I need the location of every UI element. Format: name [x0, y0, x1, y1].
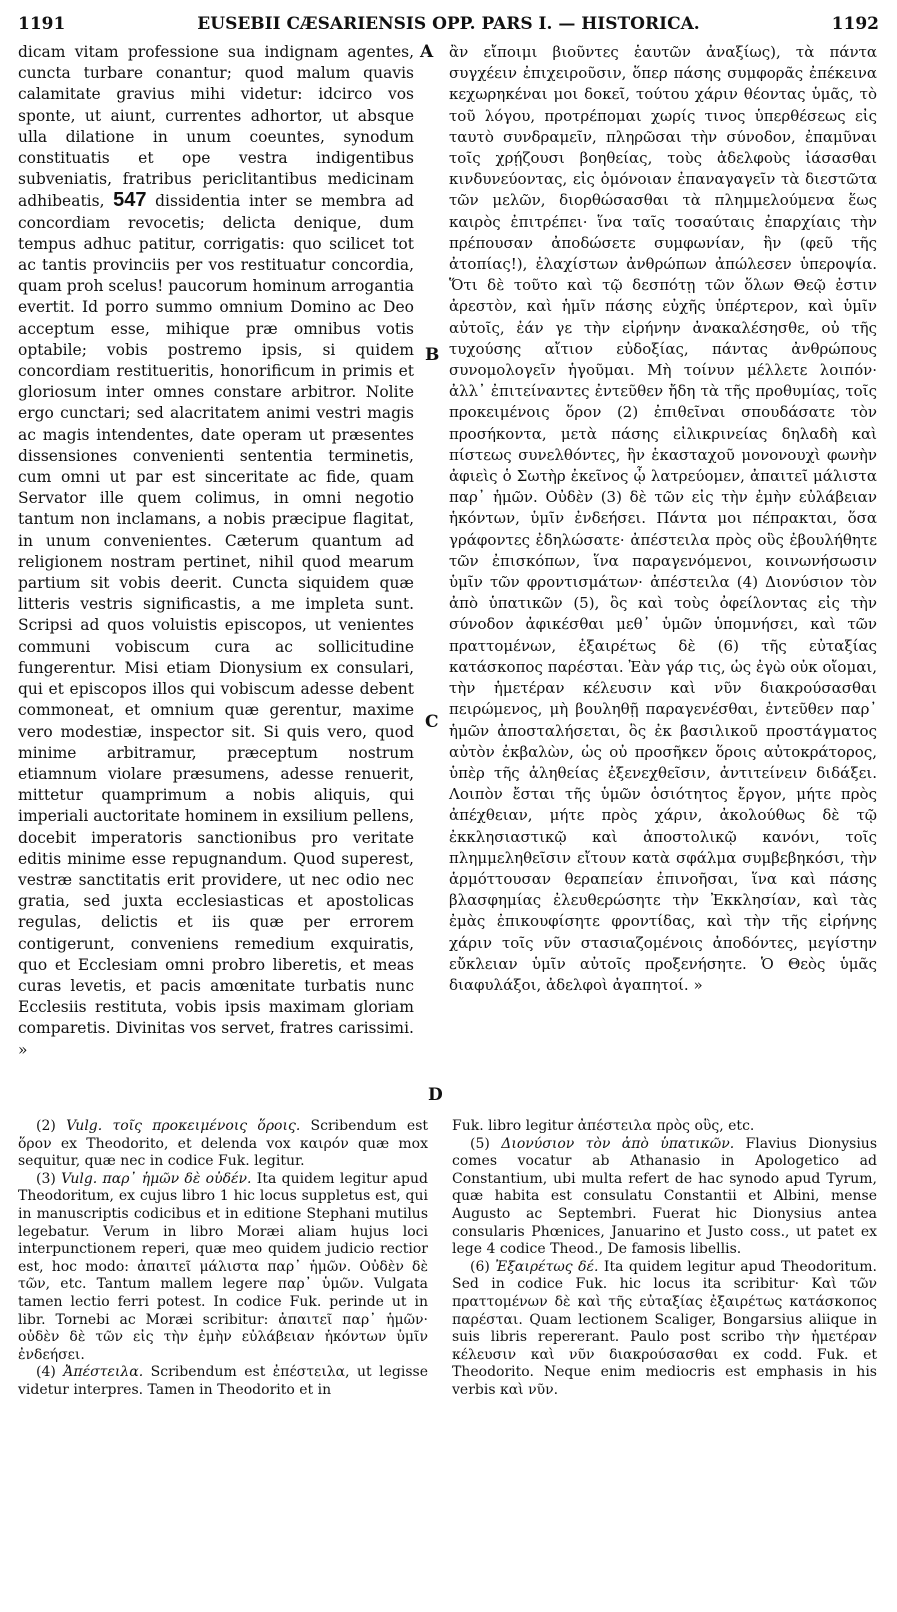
- page-number-right: 1192: [831, 14, 879, 34]
- footnotes-left: [18, 1118, 428, 1400]
- footnote-continuation: Fuk. libro legitur ἀπέστειλα πρὸς οὓς, etc.: [452, 1118, 755, 1134]
- inline-column-number: 547: [113, 189, 147, 212]
- latin-paragraph: [18, 42, 414, 1061]
- footnotes-right: [452, 1118, 877, 1400]
- latin-text-part-2: dissidentia inter se membra ad concordiam revocetis; delicta denique, dum tempus adhuc patitur, corrigatis: quo scilicet tot ac tantis provinciis per vos restituatur concordia, quam proh scelus! paucorum hominum arrogantia evertit. Id porro summo omnium Domino ac Deo acceptum esse, mihique præ omnibus votis optabile; vobis postremo ipsis, si quidem concordiam restitueritis, honorificum in primis et gloriosum inter omnes constare arbitror. Nolite ergo cunctari; sed alacritatem animi vestri magis ac magis intendentes, date operam ut præsentes dissensiones convenienti sententia terminetis, cum omni ut par est sinceritate ac fide, quam Servator ille quem colimus, in omni negotio tantum non inclamans, a nobis præcipue flagitat, in unum convenientes. Cæterum quantum ad religionem nostram pertinet, nihil quod mearum partium sit vobis deerit. Cuncta siquidem quæ litteris vestris significastis, a me impleta sunt. Scripsi ad quos voluistis episcopos, ut venientes communi vobiscum cura ac sollicitudine fungerentur. Misi etiam Dionysium ex consulari, qui et episcopos illos qui vobiscum adesse debent commoneat, et omnium quæ gerentur, maxime vero modestiæ, inspector sit. Si quis vero, quod minime arbitramur, præceptum nostrum etiamnum violare præsumens, adesse renuerit, mittetur quamprimum a nobis aliquis, qui imperiali auctoritate hominem in exsilium pellens, docebit imperatoris sanctionibus pro veritate editis minime esse repugnandum. Quod superest, vestræ sanctitatis erit providere, ut nec odio nec gratia, sed juxta ecclesiasticas et apostolicas regulas, delictis et iis quæ per errorem contigerunt, conveniens remedium exquiratis, quo et Ecclesiam omni probro liberetis, et meas curas levetis, et pacis amœnitate turbatis nunc Ecclesiis restituta, vobis ipsis maximam gloriam comparetis. Divinitas vos servet, fratres carissimi. »: [18, 192, 414, 1059]
- margin-letter-c: C: [425, 712, 439, 732]
- margin-letter-d: D: [428, 1085, 443, 1105]
- greek-text-column: [449, 42, 877, 996]
- running-title: EUSEBII CÆSARIENSIS OPP. PARS I. — HISTORICA.: [197, 14, 700, 34]
- footnote: (5) Διονύσιον τὸν ἀπὸ ὑπατικῶν. Flavius Dionysius comes vocatur ab Athanasio in Apologetico ad Constantium, ubi multa refert de hac synodo apud Tyrum, quæ habita est consulatu Constantii et Albini, mense Augusto ac Septembri. Fuerat hic Dionysius antea consularis Phœnices, Januarino et Justo coss., ut patet ex lege 4 codice Theod., De famosis libellis.: [452, 1135, 877, 1258]
- footnote: (6) Ἐξαιρέτως δέ. Ita quidem legitur apud Theodoritum. Sed in codice Fuk. hic locus ita scribitur· Καὶ τῶν πραττομένων δὲ καὶ τῆς εὐταξίας ἐξαιρέτως κατάσκοπος παρέσται. Quam lectionem Scaliger, Bongarsius aliique in suis libris repererant. Paulo post scribo τὴν ἡμετέραν κέλευσιν καὶ νῦν διακρούσασθαι ex codd. Fuk. et Theodorito. Neque enim mediocris est emphasis in his verbis καὶ νῦν.: [452, 1258, 878, 1398]
- latin-text-part-1: dicam vitam professione sua indignam agentes, cuncta turbare conantur; quod malum quavis calamitate gravius mihi videtur: idcirco vos sponte, ut aiunt, currentes adhortor, ut absque ulla dilatione in unum coeuntes, synodum constituatis et ope vestra indigentibus subveniatis, fratribus periclitantibus medicinam adhibeatis,: [18, 43, 414, 211]
- latin-text-column: [18, 42, 414, 1061]
- footnote: (2) Vulg. τοῖς προκειμένοις ὅροις. Scribendum est ὅρον ex Theodorito, et delenda vox καιρόν quæ mox sequitur, quæ nec in codice Fuk. legitur.: [18, 1118, 429, 1170]
- page-number-left: 1191: [18, 14, 66, 34]
- margin-letter-b: B: [425, 345, 440, 365]
- running-header: [18, 14, 879, 38]
- greek-paragraph: ἂν εἴποιμι βιοῦντες ἑαυτῶν ἀναξίως), τὰ πάντα συγχέειν ἐπιχειροῦσιν, ὅπερ πάσης συμφορᾶς ἐπέκεινα κεχωρηκέναι μοι δοκεῖ, τούτου χάριν θέοντας ὑμᾶς, τὸ τοῦ λόγου, προτρέπομαι χωρίς τινος ὑπερθέσεως εἰς ταυτὸ συνδραμεῖν, πληρῶσαι τὴν σύνοδον, ἐπαμῦναι τοῖς χρῄζουσι βοηθείας, τοὺς ἀδελφοὺς ἰάσασθαι κινδυνεύοντας, εἰς ὁμόνοιαν ἐπαναγαγεῖν τὰ διεστῶτα τῶν μελῶν, διορθώσασθαι τὰ πλημμελούμενα ἕως καιρὸς ἐπιτρέπει· ἵνα ταῖς τοσαύταις ἐπαρχίαις τὴν πρέπουσαν ἀποδώσετε συμφωνίαν, ἣν (φεῦ τῆς ἀτοπίας!), ἐλαχίστων ἀνθρώπων ἀπώλεσεν ὑπεροψία. Ὅτι δὲ τοῦτο καὶ τῷ δεσπότῃ τῶν ὅλων Θεῷ ἐστιν ἀρεστὸν, καὶ ἡμῖν πάσης εὐχῆς ὑπέρτερον, καὶ ὑμῖν αὐτοῖς, ἐάν γε τὴν εἰρήνην ἀνακαλέσησθε, οὐ τῆς τυχούσης αἴτιον εὐδοξίας, πάντας ἀνθρώπους συνομολογεῖν ἡγοῦμαι. Μὴ τοίνυν μέλλετε λοιπόν· ἀλλ᾽ ἐπιτείναντες ἐντεῦθεν ἤδη τὰ τῆς προθυμίας, τοῖς προκειμένοις ὅρον (2) ἐπιθεῖναι σπουδάσατε τὸν προσήκοντα, μετὰ πάσης εἰλικρινείας δηλαδὴ καὶ πίστεως συνελθόντες, ἣν ἑκασταχοῦ μονονουχὶ φωνὴν ἀφιεὶς ὁ Σωτὴρ ἐκεῖνος ᾧ λατρεύομεν, ἀπαιτεῖ μάλιστα παρ᾽ ἡμῶν. Οὐδὲν (3) δὲ τῶν εἰς τὴν ἐμὴν εὐλάβειαν ἡκόντων, ὑμῖν ἐνδεήσει. Πάντα μοι πέπρακται, ὅσα γράφοντες ἐδηλώσατε· ἀπέστειλα πρὸς οὓς ἐβουλήθητε τῶν ἐπισκόπων, ἵνα παραγενόμενοι, κοινωνήσωσιν ὑμῖν τῶν φροντισμάτων· ἀπέστειλα (4) Διονύσιον τὸν ἀπὸ ὑπατικῶν (5), ὃς καὶ τοὺς ὀφείλοντας εἰς τὴν σύνοδον ἀφικέσθαι μεθ᾽ ὑμῶν ὑπομνήσει, καὶ τῶν πραττομένων, ἐξαιρέτως δὲ (6) τῆς εὐταξίας κατάσκοπος παρέσται. Ἐὰν γάρ τις, ὡς ἐγὼ οὐκ οἴομαι, τὴν ἡμετέραν κέλευσιν καὶ νῦν διακρούσασθαι πειρώμενος, μὴ βουληθῇ παραγενέσθαι, ἐντεῦθεν παρ᾽ ἡμῶν ἀποσταλήσεται, ὃς ἐκ βασιλικοῦ προστάγματος αὐτὸν ἐκβαλὼν, ὡς οὐ προσῆκεν ὅροις αὐτοκράτορος, ὑπὲρ τῆς ἀληθείας ἐξενεχθεῖσιν, ἀντιτείνειν διδάξει. Λοιπὸν ἔσται τῆς ὑμῶν ὁσιότητος ἔργον, μήτε πρὸς ἀπέχθειαν, μήτε πρὸς χάριν, ἀκολούθως δὲ τῷ ἐκκλησιαστικῷ καὶ ἀποστολικῷ κανόνι, τοῖς πλημμεληθεῖσιν εἴτουν κατὰ σφάλμα συμβεβηκόσι, τὴν ἁρμόττουσαν θεραπείαν ἐπινοῆσαι, ἵνα καὶ πάσης βλασφημίας ἐλευθερώσητε τὴν Ἐκκλησίαν, καὶ τὰς ἐμὰς ἐπικουφίσητε φροντίδας, καὶ τὴν τῆς εἰρήνης χάριν τοῖς νῦν στασιαζομένοις ἀποδόντες, μεγίστην εὔκλειαν ὑμῖν αὐτοῖς προξενήσητε. Ὁ Θεὸς ὑμᾶς διαφυλάξοι, ἀδελφοὶ ἀγαπητοί. »: [449, 43, 877, 994]
- footnote: (3) Vulg. παρ᾽ ἡμῶν δὲ οὐδέν. Ita quidem legitur apud Theodoritum, ex cujus libro 1 hic locus suppletus est, qui in manuscriptis codicibus et in editione Stephani mutilus legebatur. Verum in libro Moræi aliam hujus loci interpunctionem reperi, quæ meo quidem judicio rectior est, hoc modo: ἀπαιτεῖ μάλιστα παρ᾽ ἡμῶν. Οὐδὲν δὲ τῶν, etc. Tantum mallem legere παρ᾽ ὑμῶν. Vulgata tamen lectio ferri potest. In codice Fuk. perinde ut in libr. Tornebi ac Moræi scribitur: ἀπαιτεῖ παρ᾽ ἡμῶν· οὐδὲν δὲ τῶν εἰς τὴν ἐμὴν εὐλάβειαν ἡκόντων ὑμῖν ἐνδεήσει.: [18, 1170, 428, 1363]
- margin-letter-a: A: [420, 42, 434, 62]
- footnote: (4) Ἀπέστειλα. Scribendum est ἐπέστειλα, ut legisse videtur interpres. Tamen in Theodorito et in: [18, 1364, 428, 1398]
